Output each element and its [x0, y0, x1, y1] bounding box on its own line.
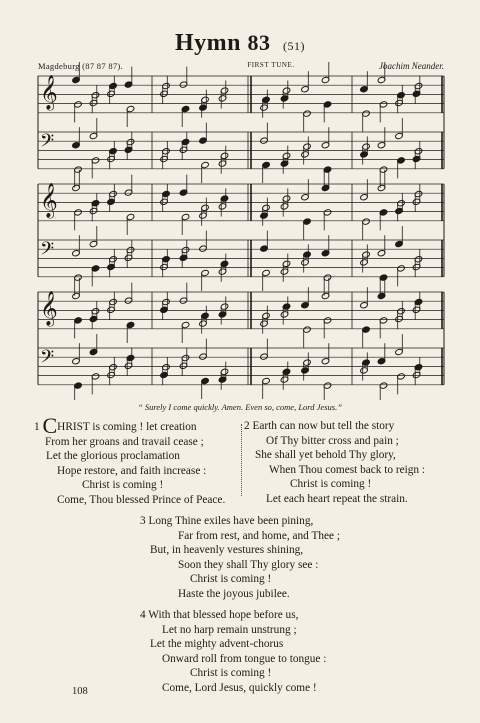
verse-line: Soon they shall Thy glory see :: [178, 558, 319, 571]
verse-line: She shall yet behold Thy glory,: [255, 449, 396, 462]
verse-line: 3 Long Thine exiles have been pining,: [140, 515, 314, 527]
verse-line: Christ is coming !: [82, 479, 164, 492]
verse-line: Come, Thou blessed Prince of Peace.: [57, 493, 226, 506]
page-number: 108: [72, 686, 88, 697]
bass-clef-icon: 𝄢: [40, 239, 55, 264]
verse-line: Let no harp remain unstrung ;: [162, 623, 297, 636]
verse-line: Christ is coming !: [190, 667, 272, 680]
verse-line: Onward roll from tongue to tongue :: [162, 652, 327, 665]
verse-line: Let the mighty advent-chorus: [150, 638, 284, 651]
verse-1: [34, 413, 226, 508]
verse-line: Of Thy bitter cross and pain ;: [266, 434, 399, 447]
bass-clef-icon: 𝄢: [40, 347, 55, 372]
verse-line: Christ is coming !: [190, 573, 272, 586]
verse-line: Haste the joyous jubilee.: [178, 587, 290, 600]
treble-clef-icon: 𝄞: [40, 183, 58, 218]
treble-clef-icon: 𝄞: [40, 291, 58, 326]
verse-line: Christ is coming !: [290, 478, 372, 491]
drop-cap: C: [42, 413, 58, 438]
verse-line: But, in heavenly vestures shining,: [150, 544, 304, 557]
verse-4: [140, 608, 326, 696]
verse-line: Hope restore, and faith increase :: [57, 464, 207, 477]
epigraph: “ Surely I come quickly. Amen. Even so, come, Lord Jesus.”: [138, 402, 342, 412]
verse-number: 2: [244, 420, 250, 432]
title-word: Hymn: [174, 30, 241, 56]
tune-name: Magdeburg (87 87 87).: [38, 61, 123, 71]
verse-number: 4: [140, 609, 146, 621]
verse-line: When Thou comest back to reign :: [269, 463, 426, 476]
verse-line: 4 With that blessed hope before us,: [140, 609, 299, 621]
verse-line: Let each heart repeat the strain.: [266, 492, 408, 505]
verse-line: From her groans and travail cease ;: [45, 435, 204, 448]
verse-number: 1: [34, 421, 40, 433]
verse-3: [140, 514, 340, 602]
tune-label: FIRST TUNE.: [247, 61, 295, 69]
verse-line: 2 Earth can now but tell the story: [244, 420, 395, 432]
verse-number: 3: [140, 515, 146, 527]
verse-2: [244, 419, 425, 507]
verse-line: Far from rest, and home, and Thee ;: [178, 529, 340, 542]
treble-clef-icon: 𝄞: [40, 75, 58, 110]
column-divider: [241, 424, 242, 496]
composer: Joachim Neander.: [378, 61, 444, 71]
bass-clef-icon: 𝄢: [40, 131, 55, 156]
hymn-reference: (51): [283, 39, 305, 53]
verse-line: Come, Lord Jesus, quickly come !: [162, 681, 317, 694]
verse-line: Let the glorious proclamation: [46, 450, 180, 463]
hymn-number: 83: [247, 30, 271, 55]
verse-line: 1 CHRIST is coming ! let creation: [34, 413, 197, 438]
